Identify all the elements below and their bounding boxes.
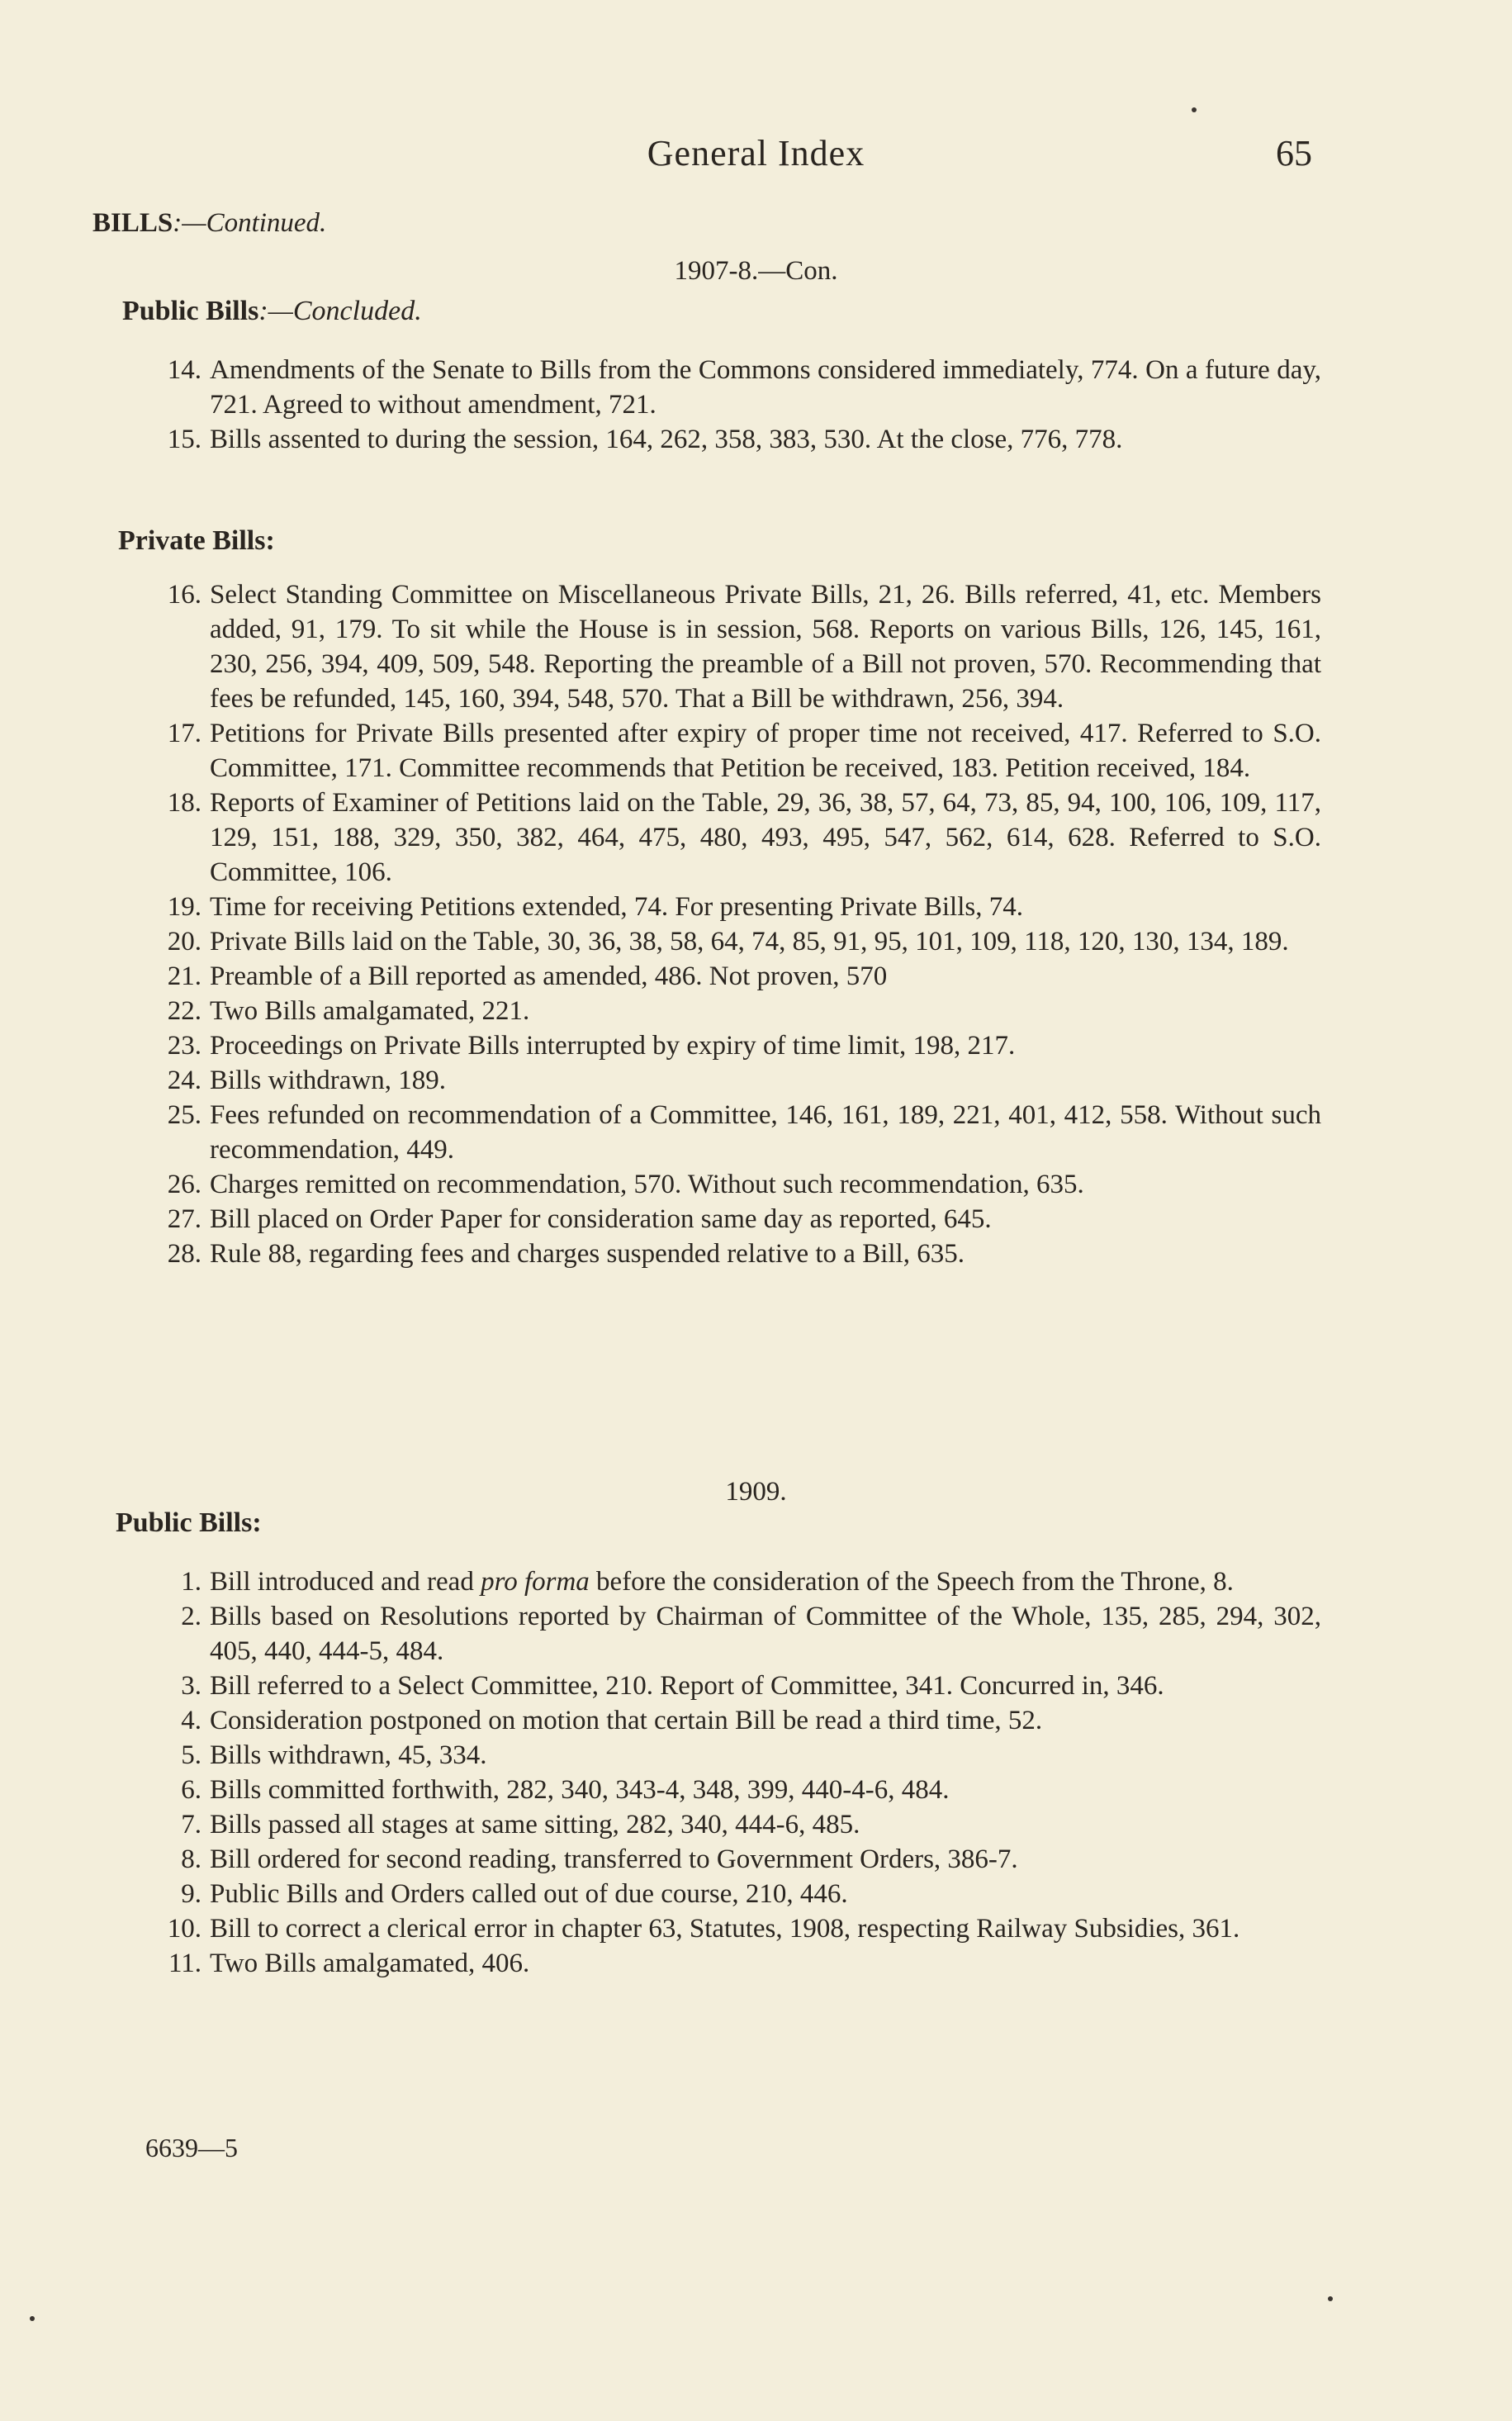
index-entry (132, 924, 1321, 959)
entry-text: Two Bills amalgamated, 406. (210, 1949, 530, 1978)
entry-number: 10. (167, 1914, 201, 1944)
index-entry (132, 786, 1321, 890)
subheading-private-bills: Private Bills: (118, 525, 275, 556)
entry-number: 7. (181, 1810, 201, 1839)
running-header-title: General Index (647, 133, 865, 173)
index-entry (132, 422, 1321, 457)
entry-text: Bills committed forthwith, 282, 340, 343-4, 348, 399, 440-4-6, 484. (210, 1775, 950, 1805)
entry-text: Fees refunded on recommendation of a Committee, 146, 161, 189, 221, 401, 412, 558. Without such recommendation, 449. (210, 1100, 1321, 1165)
subheading-public-bills-concluded (122, 296, 422, 327)
index-entry (132, 1807, 1321, 1842)
index-entry (132, 1703, 1321, 1738)
entry-number: 6. (181, 1775, 201, 1805)
entry-text: Amendments of the Senate to Bills from the Commons considered immediately, 774. On a future day, 721. Agreed to without amendment, 721. (210, 355, 1321, 420)
entry-text: Bills withdrawn, 45, 334. (210, 1740, 487, 1770)
entry-text: Select Standing Committee on Miscellaneous Private Bills, 21, 26. Bills referred, 41, etc. Members added, 91, 179. To sit while the House is in session, 568. Reports on various Bills, 126, 145, 161, 230, 256, 394, 409, 509, 548. Reporting the preamble of a Bill not proven, 570. Recommending that fees be refunded, 145, 160, 394, 548, 570. That a Bill be withdrawn, 256, 394. (210, 580, 1321, 714)
entry-number: 11. (168, 1949, 201, 1978)
index-entry (132, 994, 1321, 1028)
entry-number: 23. (167, 1031, 201, 1061)
index-entry (132, 1237, 1321, 1271)
paper-speck (30, 2316, 35, 2321)
subheading-label: Public Bills (122, 296, 259, 326)
index-entry (132, 1738, 1321, 1773)
section-suffix: :—Continued. (173, 208, 327, 238)
entry-number: 16. (167, 580, 201, 610)
paper-speck (1328, 2296, 1333, 2301)
entry-number: 5. (181, 1740, 201, 1770)
entry-number: 24. (167, 1066, 201, 1095)
entry-number: 2. (181, 1602, 201, 1631)
index-entry (132, 1063, 1321, 1098)
entry-text: Bills withdrawn, 189. (210, 1066, 446, 1095)
page-number: 65 (1276, 133, 1312, 173)
index-entry (132, 1098, 1321, 1167)
index-entry (132, 1167, 1321, 1202)
entry-text: Consideration postponed on motion that certain Bill be read a third time, 52. (210, 1706, 1043, 1735)
entry-text: Rule 88, regarding fees and charges suspended relative to a Bill, 635. (210, 1239, 965, 1269)
entry-text: Time for receiving Petitions extended, 74. For presenting Private Bills, 74. (210, 892, 1023, 922)
index-entry (132, 1773, 1321, 1807)
entry-text: Private Bills laid on the Table, 30, 36, 38, 58, 64, 74, 85, 91, 95, 101, 109, 118, 120, 130, 134, 189. (210, 927, 1289, 957)
entry-text: Reports of Examiner of Petitions laid on the Table, 29, 36, 38, 57, 64, 73, 85, 94, 100, 106, 109, 117, 129, 151, 188, 329, 350, 382, 464, 475, 480, 493, 495, 547, 562, 614, 628. Referred to S.O. Committee, 106. (210, 788, 1321, 887)
entry-text: Proceedings on Private Bills interrupted by expiry of time limit, 198, 217. (210, 1031, 1016, 1061)
entry-number: 4. (181, 1706, 201, 1735)
entry-number: 9. (181, 1879, 201, 1909)
entry-number: 14. (167, 355, 201, 385)
entry-text: Public Bills and Orders called out of due course, 210, 446. (210, 1879, 848, 1909)
entry-number: 20. (167, 927, 201, 957)
entry-text-italic: pro forma (481, 1567, 590, 1597)
subheading-suffix: :—Concluded. (258, 296, 422, 326)
entry-list-public-1909 (132, 1564, 1321, 1981)
index-entry (132, 1946, 1321, 1981)
index-entry (132, 1842, 1321, 1877)
entry-text: Bill referred to a Select Committee, 210. Report of Committee, 341. Concurred in, 346. (210, 1671, 1164, 1701)
entry-text: Charges remitted on recommendation, 570. Without such recommendation, 635. (210, 1170, 1084, 1199)
section-heading (92, 208, 326, 239)
entry-number: 17. (167, 719, 201, 748)
index-entry (132, 959, 1321, 994)
paper-speck (1192, 107, 1197, 112)
entry-number: 26. (167, 1170, 201, 1199)
entry-number: 15. (167, 425, 201, 454)
entry-text-part: Bill introduced and read (210, 1567, 481, 1597)
entry-text: Bills assented to during the session, 164, 262, 358, 383, 530. At the close, 776, 778. (210, 425, 1123, 454)
year-heading-1909: 1909. (725, 1477, 787, 1507)
index-entry (132, 1669, 1321, 1703)
entry-number: 3. (181, 1671, 201, 1701)
index-entry (132, 577, 1321, 716)
entry-text: Petitions for Private Bills presented after expiry of proper time not received, 417. Referred to S.O. Committee, 171. Committee recommends that Petition be received, 183. Petition received, 184. (210, 719, 1321, 783)
section-title: BILLS (92, 208, 173, 238)
index-entry (132, 1564, 1321, 1599)
entry-number: 27. (167, 1204, 201, 1234)
entry-number: 21. (167, 961, 201, 991)
entry-number: 18. (167, 788, 201, 818)
entry-list-public-1907 (132, 353, 1321, 457)
entry-text: Bill ordered for second reading, transferred to Government Orders, 386-7. (210, 1844, 1018, 1874)
entry-text: Bills passed all stages at same sitting, 282, 340, 444-6, 485. (210, 1810, 860, 1839)
entry-list-private-1907 (132, 577, 1321, 1271)
entry-number: 28. (167, 1239, 201, 1269)
entry-number: 19. (167, 892, 201, 922)
entry-text: Bills based on Resolutions reported by Chairman of Committee of the Whole, 135, 285, 294, 302, 405, 440, 444-5, 484. (210, 1602, 1321, 1666)
entry-number: 1. (181, 1567, 201, 1597)
entry-number: 22. (167, 996, 201, 1026)
index-entry (132, 1911, 1321, 1946)
index-entry (132, 1877, 1321, 1911)
index-entry (132, 890, 1321, 924)
entry-text: Bill to correct a clerical error in chapter 63, Statutes, 1908, respecting Railway Subsidies, 361. (210, 1914, 1240, 1944)
index-entry (132, 1202, 1321, 1237)
entry-text: Preamble of a Bill reported as amended, 486. Not proven, 570 (210, 961, 888, 991)
index-entry (132, 1599, 1321, 1669)
index-entry (132, 353, 1321, 422)
printer-signature: 6639—5 (145, 2133, 238, 2162)
entry-text: Bill placed on Order Paper for consideration same day as reported, 645. (210, 1204, 992, 1234)
entry-number: 8. (181, 1844, 201, 1874)
entry-number: 25. (167, 1100, 201, 1130)
index-entry (132, 716, 1321, 786)
index-entry (132, 1028, 1321, 1063)
entry-text (210, 1564, 1321, 1599)
entry-text: Two Bills amalgamated, 221. (210, 996, 530, 1026)
year-heading-1907: 1907-8.—Con. (674, 256, 838, 286)
subheading-public-bills-1909: Public Bills: (116, 1507, 262, 1538)
entry-text-part: before the consideration of the Speech from the Throne, 8. (589, 1567, 1234, 1597)
